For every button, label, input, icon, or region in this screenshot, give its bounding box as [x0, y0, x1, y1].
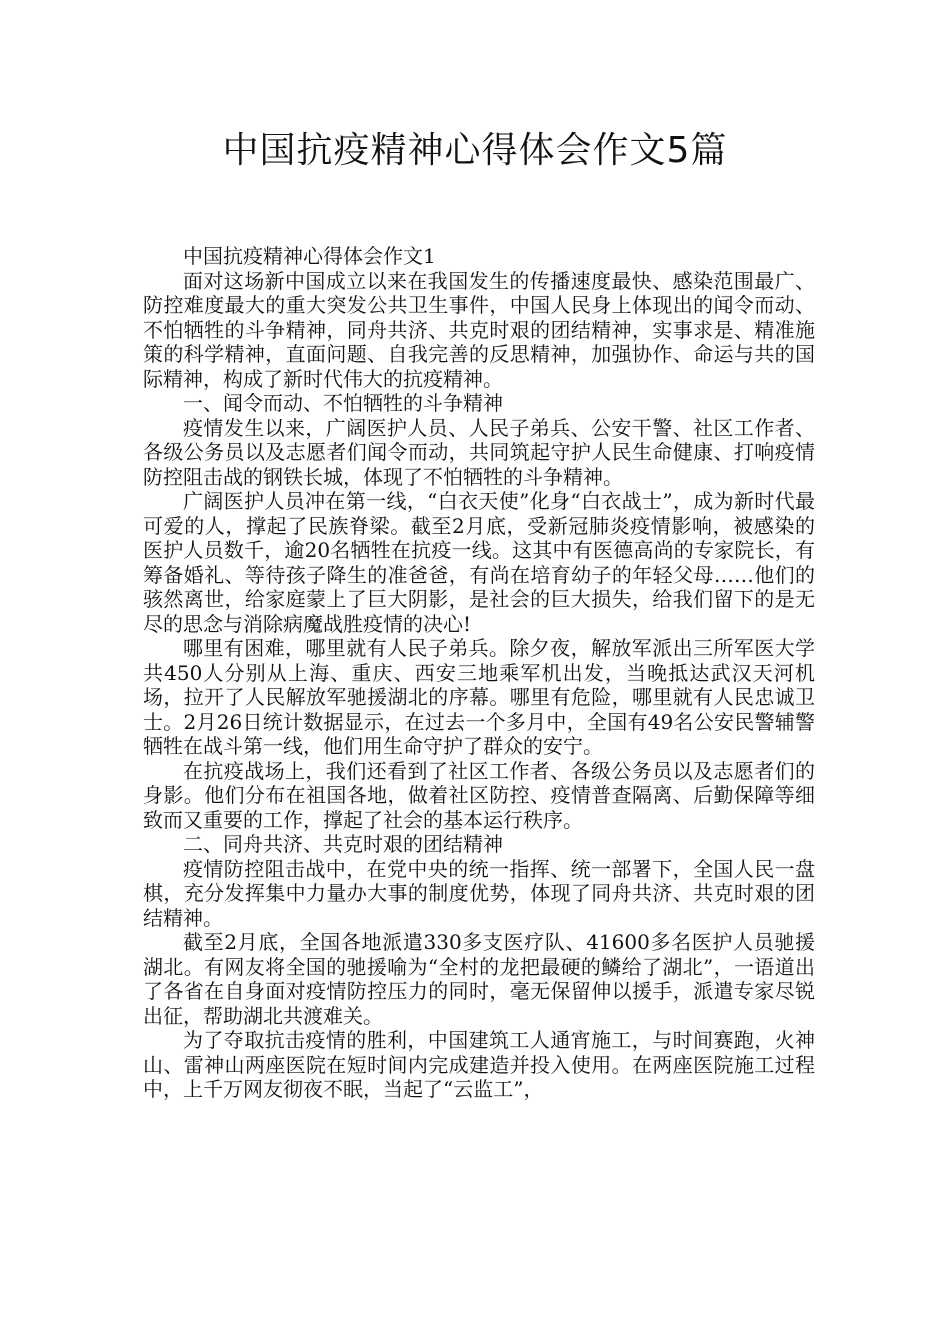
paragraph: 广阔医护人员冲在第一线，“白衣天使”化身“白衣战士”，成为新时代最可爱的人，撑起了民族脊梁。截至2月底，受新冠肺炎疫情影响，被感染的医护人员数千，逾20名牺牲在抗疫一线。这其中有医德高尚的专家院长，有筹备婚礼、等待孩子降生的准爸爸，有尚在培育幼子的年轻父母……他们的骇然离世，给家庭蒙上了巨大阴影，是社会的巨大损失，给我们留下的是无尽的思念与消除病魔战胜疫情的决心! — [143, 489, 815, 636]
paragraph: 截至2月底，全国各地派遣330多支医疗队、41600多名医护人员驰援湖北。有网友将全国的驰援喻为“全村的龙把最硬的鳞给了湖北”，一语道出了各省在自身面对疫情防控压力的同时，毫无保留伸以援手，派遣专家尽锐出征，帮助湖北共渡难关。 — [143, 930, 815, 1028]
paragraph: 在抗疫战场上，我们还看到了社区工作者、各级公务员以及志愿者们的身影。他们分布在祖国各地，做着社区防控、疫情普查隔离、后勤保障等细致而又重要的工作，撑起了社会的基本运行秩序。 — [143, 758, 815, 832]
document-body — [143, 244, 815, 1102]
paragraph: 疫情防控阻击战中，在党中央的统一指挥、统一部署下，全国人民一盘棋，充分发挥集中力量办大事的制度优势，体现了同舟共济、共克时艰的团结精神。 — [143, 856, 815, 930]
paragraph: 疫情发生以来，广阔医护人员、人民子弟兵、公安干警、社区工作者、各级公务员以及志愿者们闻令而动，共同筑起守护人民生命健康、打响疫情防控阻击战的钢铁长城，体现了不怕牺牲的斗争精神。 — [143, 415, 815, 489]
paragraph: 为了夺取抗击疫情的胜利，中国建筑工人通宵施工，与时间赛跑，火神山、雷神山两座医院在短时间内完成建造并投入使用。在两座医院施工过程中，上千万网友彻夜不眠，当起了“云监工”， — [143, 1028, 815, 1101]
paragraph: 哪里有困难，哪里就有人民子弟兵。除夕夜，解放军派出三所军医大学共450人分别从上海、重庆、西安三地乘军机出发，当晚抵达武汉天河机场，拉开了人民解放军驰援湖北的序幕。哪里有危险，哪里就有人民忠诚卫士。2月26日统计数据显示，在过去一个多月中，全国有49名公安民警辅警牺牲在战斗第一线，他们用生命守护了群众的安宁。 — [143, 636, 815, 758]
section-heading: 一、闻令而动、不怕牺牲的斗争精神 — [183, 391, 503, 415]
essay-heading: 中国抗疫精神心得体会作文1 — [183, 244, 436, 268]
document-title: 中国抗疫精神心得体会作文5篇 — [222, 130, 728, 171]
paragraph: 面对这场新中国成立以来在我国发生的传播速度最快、感染范围最广、防控难度最大的重大突发公共卫生事件，中国人民身上体现出的闻令而动、不怕牺牲的斗争精神，同舟共济、共克时艰的团结精神，实事求是、精准施策的科学精神，直面问题、自我完善的反思精神，加强协作、命运与共的国际精神，构成了新时代伟大的抗疫精神。 — [143, 268, 815, 391]
section-heading: 二、同舟共济、共克时艰的团结精神 — [183, 832, 503, 856]
